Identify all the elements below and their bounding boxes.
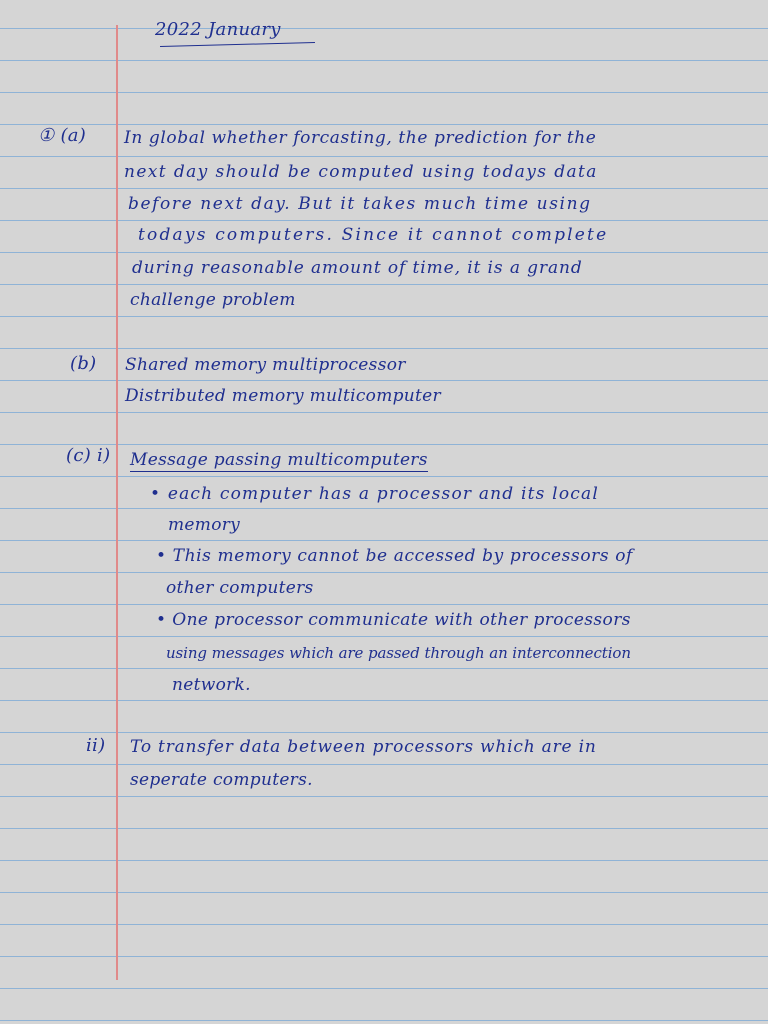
- answer-1a-line-6: challenge problem: [130, 290, 296, 310]
- title-underline: [160, 42, 315, 47]
- answer-1c-i-line-5: • One processor communicate with other processors: [156, 610, 631, 630]
- question-1b-label: (b): [70, 353, 97, 374]
- margin-line: [116, 25, 118, 980]
- answer-1a-line-1: In global whether forcasting, the prediction for the: [124, 128, 597, 148]
- answer-1a-line-5: during reasonable amount of time, it is a grand: [132, 258, 583, 278]
- answer-1c-ii-line-1: To transfer data between processors which are in: [130, 737, 597, 757]
- answer-1b-line-2: Distributed memory multicomputer: [125, 386, 441, 406]
- answer-1c-i-heading: Message passing multicomputers: [130, 450, 428, 470]
- answer-1b-line-1: Shared memory multiprocessor: [125, 355, 406, 375]
- question-1a-label: ① (a): [38, 125, 87, 146]
- question-1c-ii-label: ii): [86, 735, 106, 756]
- answer-1c-i-line-4: other computers: [166, 578, 314, 598]
- answer-1a-line-2: next day should be computed using todays data: [124, 162, 598, 182]
- answer-1c-i-line-2: memory: [168, 515, 241, 535]
- answer-1a-line-4: todays computers. Since it cannot complete: [138, 225, 609, 245]
- question-1c-i-label: (c) i): [66, 445, 111, 466]
- answer-1c-i-line-7: network.: [172, 675, 251, 695]
- answer-1a-line-3: before next day. But it takes much time using: [128, 194, 592, 214]
- page-title: 2022 January: [155, 19, 281, 40]
- answer-1c-ii-line-2: seperate computers.: [130, 770, 313, 790]
- answer-1c-i-line-6: using messages which are passed through an interconnection: [166, 644, 631, 662]
- answer-1c-i-line-1: • each computer has a processor and its local: [150, 484, 599, 504]
- answer-1c-i-line-3: • This memory cannot be accessed by processors of: [156, 546, 633, 566]
